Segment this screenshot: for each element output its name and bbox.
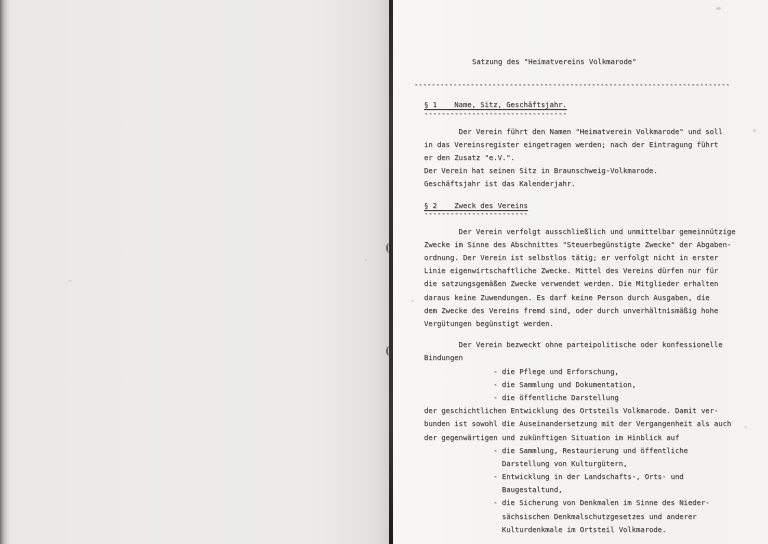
heading-underline-dashes: ------------------------ [424, 208, 528, 218]
scan-speck [744, 426, 747, 428]
text-line: in das Vereinsregister eingetragen werden; nach der Eintragung führt [424, 139, 719, 149]
text-line: - die Sammlung und Dokumentation, [424, 379, 637, 389]
text-line: der geschichtlichen Entwicklung des Ortsteils Volkmarode. Damit ver- [424, 406, 719, 416]
section-heading-text: § 2 Zweck des Vereins [424, 200, 528, 210]
text-line: Der Verein bezweckt ohne parteipolitische oder konfessionelle [424, 340, 723, 350]
text-line: Geschäftsjahr ist das Kalenderjahr. [424, 179, 576, 189]
text-line: - die öffentliche Darstellung [424, 392, 619, 402]
section-2-paragraph-2 [424, 338, 744, 536]
section-1-paragraph [424, 125, 744, 191]
text-line: der gegenwärtigen und zukünftigen Situation im Hinblick auf [424, 432, 680, 442]
text-line: bunden ist sowohl die Auseinandersetzung mit der Vergangenheit als auch [424, 419, 732, 429]
text-line: Zwecke im Sinne des Abschnittes "Steuerbegünstigte Zwecke" der Abgaben- [424, 239, 732, 249]
scan-speck [753, 129, 756, 132]
text-line: Der Verein hat seinen Sitz in Braunschweig-Volkmarode. [424, 166, 658, 176]
text-line: - Entwicklung in der Landschafts-, Orts- und [424, 472, 684, 482]
text-line: er den Zusatz "e.V.". [424, 152, 515, 162]
section-2-heading [424, 199, 744, 220]
text-line: - die Sicherung von Denkmalen im Sinne des Nieder- [424, 498, 710, 508]
text-line: Linie eigenwirtschaftliche Zwecke. Mittel des Vereins dürfen nur für [424, 266, 719, 276]
text-line: Satzung des "Heimatvereins Volkmarode" [472, 57, 637, 66]
scan-speck [68, 280, 72, 282]
blank-left-page [10, 0, 389, 544]
scan-left-edge-shadow [0, 0, 10, 544]
text-line: Der Verein verfolgt ausschließlich und unmittelbar gemeinnützige [424, 226, 736, 236]
scan-speck [365, 259, 367, 261]
text-column [414, 55, 744, 544]
text-line: ordnung. Der Verein ist selbstlos tätig; er verfolgt nicht in erster [424, 253, 719, 263]
text-line: dem Zwecke des Vereins fremd sind, oder durch unverhältnismäßig hohe [424, 305, 719, 315]
text-line: - die Sammlung, Restaurierung und öffentliche [424, 445, 688, 455]
section-2-paragraph-1 [424, 225, 744, 331]
binding-mark [386, 346, 393, 356]
text-line: Baugestaltund, [424, 485, 563, 495]
text-line: sächsischen Denkmalschutzgesetzes und anderer [424, 511, 697, 521]
text-line: daraus keine Zuwendungen. Es darf keine Person durch Ausgaben, die [424, 292, 710, 302]
text-line: ------------------------------------------------------------------------- [414, 80, 730, 90]
dashed-separator [414, 78, 744, 91]
text-line: die satzungsgemäßen Zwecke verwendet werden. Die Mitglieder erhalten [424, 279, 719, 289]
text-line: Kulturdenkmale im Ortsteil Volkmarode. [424, 524, 667, 534]
text-line: Der Verein führt den Namen "Heimatverein Volkmarode" und soll [424, 126, 723, 136]
section-heading-text: § 1 Name, Sitz, Geschäftsjahr. [424, 100, 567, 110]
document-title [424, 55, 744, 68]
text-line: Darstellung von Kulturgütern, [424, 458, 628, 468]
heading-underline-dashes: --------------------------------- [424, 108, 567, 118]
scan-speck [411, 300, 414, 302]
section-1-heading [424, 98, 744, 119]
scan-speck [716, 7, 721, 10]
binding-mark [386, 243, 393, 253]
text-line: - die Pflege und Erforschung, [424, 366, 619, 376]
text-line: Vergütungen begünstigt werden. [424, 319, 554, 328]
text-line: Bindungen [424, 353, 463, 363]
